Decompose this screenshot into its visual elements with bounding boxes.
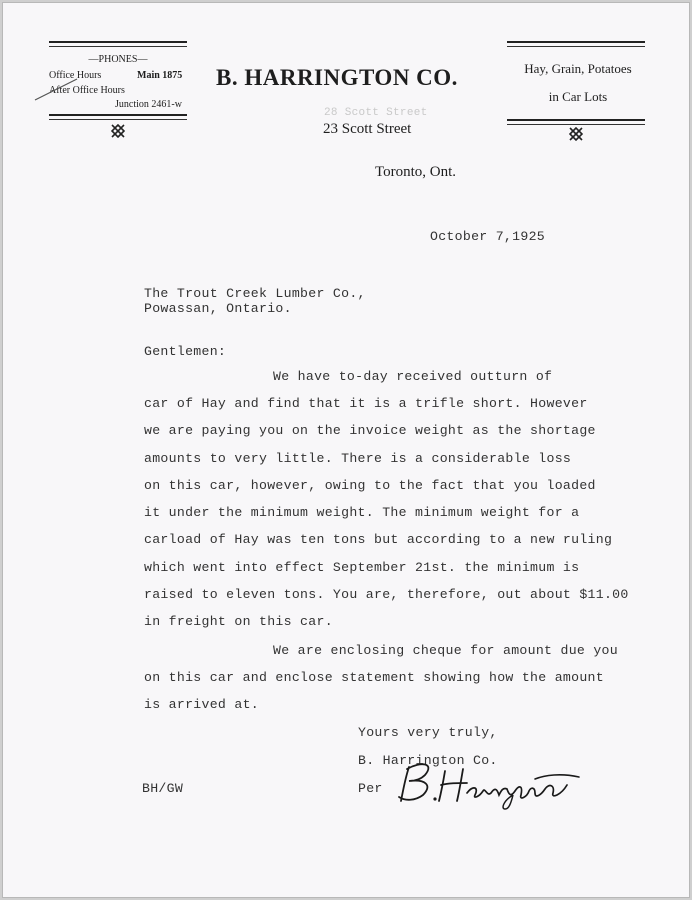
tagline-bottom-rule bbox=[507, 119, 645, 121]
body-line: it under the minimum weight. The minimum weight for a bbox=[144, 505, 580, 520]
handwritten-signature bbox=[395, 755, 585, 811]
after-hours-number: Junction 2461-w bbox=[115, 99, 182, 110]
tagline-top-rule-thin bbox=[507, 46, 645, 47]
street-address: 23 Scott Street bbox=[323, 121, 412, 137]
phones-bottom-rule-thin bbox=[49, 119, 187, 120]
body-line: carload of Hay was ten tons but according to a new ruling bbox=[144, 532, 613, 547]
phones-bottom-rule bbox=[49, 114, 187, 116]
signature-company: B. Harrington Co. bbox=[358, 753, 498, 768]
body-line: We are enclosing cheque for amount due you bbox=[273, 643, 618, 658]
after-hours-label: After Office Hours bbox=[49, 85, 125, 96]
city: Toronto, Ont. bbox=[375, 164, 457, 180]
body-line: amounts to very little. There is a considerable loss bbox=[144, 451, 572, 466]
tagline-top-rule bbox=[507, 41, 645, 43]
body-line: car of Hay and find that it is a trifle short. However bbox=[144, 396, 588, 411]
per-label: Per bbox=[358, 781, 383, 796]
typist-initials: BH/GW bbox=[142, 781, 184, 796]
body-line: in freight on this car. bbox=[144, 614, 333, 629]
celtic-knot-icon bbox=[569, 127, 583, 141]
office-hours-label: Office Hours bbox=[49, 70, 102, 81]
body-line: is arrived at. bbox=[144, 697, 259, 712]
letter-date: October 7,1925 bbox=[430, 229, 545, 244]
tagline-line2: in Car Lots bbox=[548, 89, 608, 104]
celtic-knot-icon bbox=[111, 124, 125, 138]
body-line: raised to eleven tons. You are, therefore, out about $11.00 bbox=[144, 587, 629, 602]
body-line: which went into effect September 21st. the minimum is bbox=[144, 560, 580, 575]
recipient-line2: Powassan, Ontario. bbox=[144, 301, 292, 316]
phones-top-rule bbox=[49, 41, 187, 43]
body-line: We have to-day received outturn of bbox=[273, 369, 553, 384]
body-line: we are paying you on the invoice weight as the shortage bbox=[144, 423, 596, 438]
recipient-line1: The Trout Creek Lumber Co., bbox=[144, 286, 366, 301]
salutation: Gentlemen: bbox=[144, 344, 227, 359]
closing: Yours very truly, bbox=[358, 725, 498, 740]
letter-sheet bbox=[2, 2, 690, 898]
tagline-bottom-rule-thin bbox=[507, 124, 645, 125]
body-line: on this car, however, owing to the fact that you loaded bbox=[144, 478, 596, 493]
old-address-struck: 28 Scott Street bbox=[324, 107, 428, 119]
body-line: on this car and enclose statement showing how the amount bbox=[144, 670, 604, 685]
company-name: B. HARRINGTON CO. bbox=[216, 65, 458, 90]
tagline-line1: Hay, Grain, Potatoes bbox=[524, 61, 632, 76]
phones-label: —PHONES— bbox=[88, 54, 148, 65]
office-hours-number: Main 1875 bbox=[137, 70, 183, 81]
pencil-mark-icon bbox=[33, 73, 83, 103]
phones-top-rule-thin bbox=[49, 46, 187, 47]
